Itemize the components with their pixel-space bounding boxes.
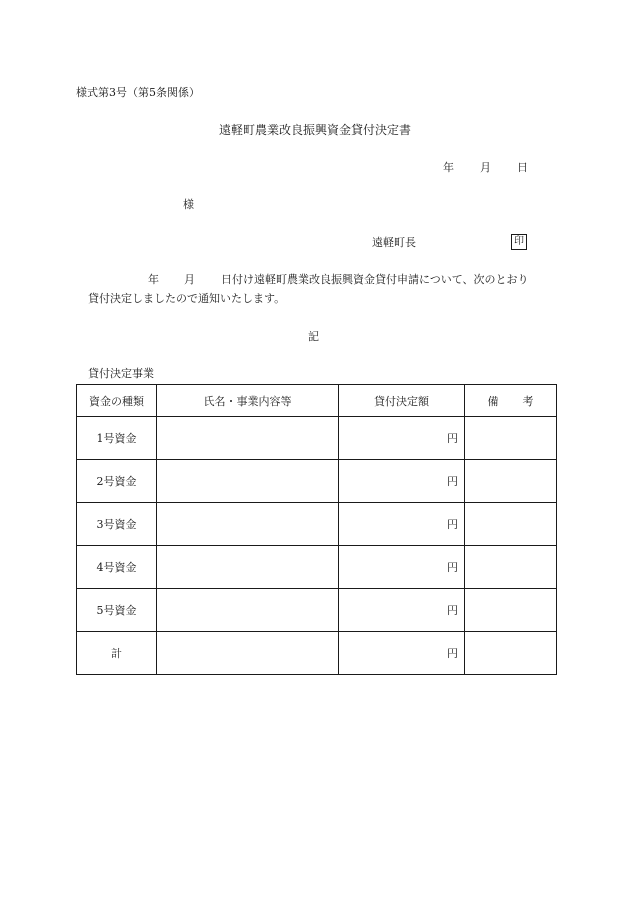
table-row bbox=[77, 460, 557, 503]
header-loan-amount: 貸付決定額 bbox=[339, 385, 465, 417]
fund-type-cell: 4号資金 bbox=[77, 546, 157, 589]
body-month-label: 月 bbox=[184, 273, 195, 286]
table-header-row bbox=[77, 385, 557, 417]
header-fund-type: 資金の種類 bbox=[77, 385, 157, 417]
remarks-cell[interactable] bbox=[465, 589, 557, 632]
table-caption: 貸付決定事業 bbox=[88, 367, 154, 380]
header-remarks bbox=[465, 385, 557, 417]
loan-amount-cell[interactable]: 円 bbox=[339, 417, 465, 460]
fund-type-cell: 1号資金 bbox=[77, 417, 157, 460]
issuer-title: 遠軽町長 bbox=[372, 236, 416, 249]
name-details-cell[interactable] bbox=[157, 417, 339, 460]
header-name-details: 氏名・事業内容等 bbox=[157, 385, 339, 417]
body-year-label: 年 bbox=[148, 273, 159, 286]
total-label-cell: 計 bbox=[77, 632, 157, 675]
recipient-honorific: 様 bbox=[183, 198, 194, 211]
body-text-line-1: 日付け遠軽町農業改良振興資金貸付申請について、次のとおり bbox=[221, 273, 529, 286]
remarks-cell[interactable] bbox=[465, 417, 557, 460]
date-year-label: 年 bbox=[443, 161, 454, 174]
form-number: 様式第3号（第5条関係） bbox=[76, 86, 200, 99]
table-total-row bbox=[77, 632, 557, 675]
name-details-cell[interactable] bbox=[157, 503, 339, 546]
name-details-cell[interactable] bbox=[157, 546, 339, 589]
loan-amount-cell[interactable]: 円 bbox=[339, 589, 465, 632]
date-month-label: 月 bbox=[480, 161, 491, 174]
remarks-cell[interactable] bbox=[465, 546, 557, 589]
body-text-line-2: 貸付決定しましたので通知いたします。 bbox=[88, 292, 286, 305]
table-row bbox=[77, 589, 557, 632]
seal-mark: 印 bbox=[511, 234, 527, 250]
remarks-cell[interactable] bbox=[465, 503, 557, 546]
name-details-cell[interactable] bbox=[157, 632, 339, 675]
remarks-cell[interactable] bbox=[465, 460, 557, 503]
loan-decision-table bbox=[76, 384, 557, 675]
document-title: 遠軽町農業改良振興資金貸付決定書 bbox=[218, 123, 411, 137]
header-remarks-char-1: 備 bbox=[487, 394, 499, 408]
loan-amount-cell[interactable]: 円 bbox=[339, 460, 465, 503]
fund-type-cell: 3号資金 bbox=[77, 503, 157, 546]
header-remarks-char-2: 考 bbox=[522, 394, 534, 408]
loan-amount-cell[interactable]: 円 bbox=[339, 503, 465, 546]
fund-type-cell: 2号資金 bbox=[77, 460, 157, 503]
name-details-cell[interactable] bbox=[157, 460, 339, 503]
fund-type-cell: 5号資金 bbox=[77, 589, 157, 632]
table-row bbox=[77, 546, 557, 589]
table-row bbox=[77, 417, 557, 460]
remarks-cell[interactable] bbox=[465, 632, 557, 675]
loan-amount-cell[interactable]: 円 bbox=[339, 546, 465, 589]
table-row bbox=[77, 503, 557, 546]
date-day-label: 日 bbox=[517, 161, 528, 174]
total-amount-cell[interactable]: 円 bbox=[339, 632, 465, 675]
ki-heading: 記 bbox=[308, 330, 319, 343]
name-details-cell[interactable] bbox=[157, 589, 339, 632]
